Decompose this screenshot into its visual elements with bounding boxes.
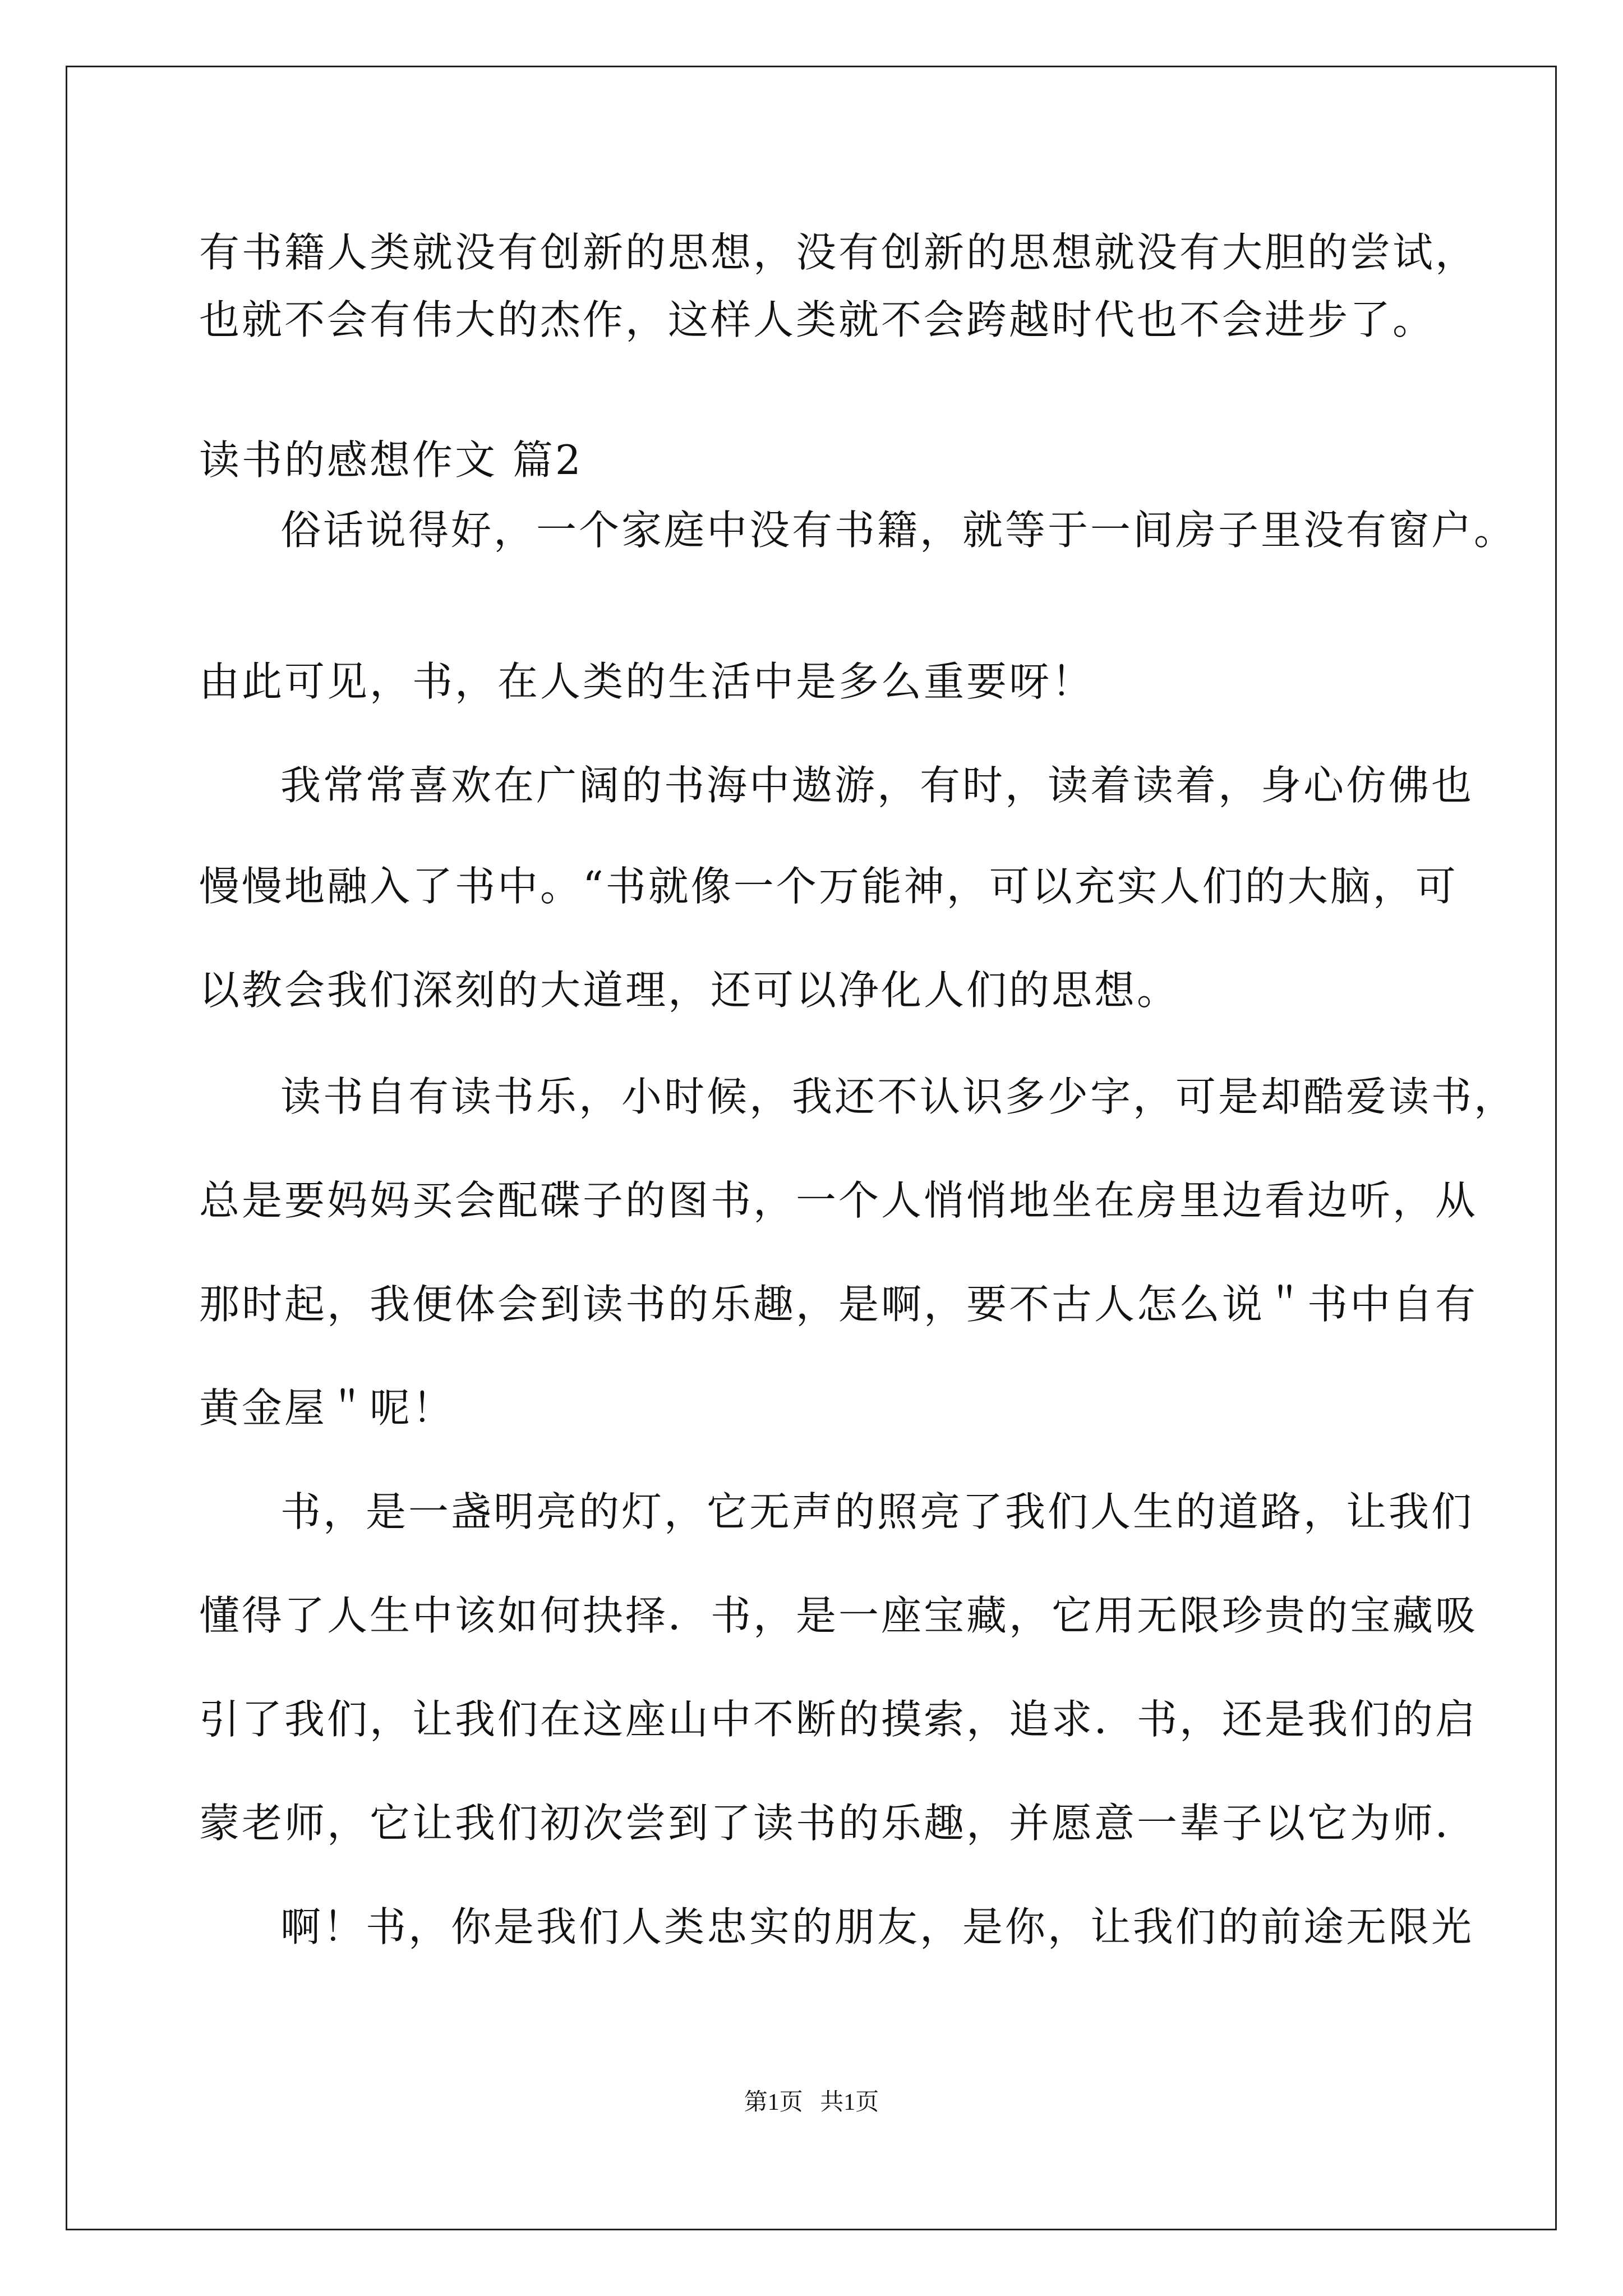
text-line: 有书籍人类就没有创新的思想，没有创新的思想就没有大胆的尝试， — [199, 229, 1478, 276]
text-line: 俗话说得好，一个家庭中没有书籍，就等于一间房子里没有窗户。 — [280, 507, 1517, 554]
text-line: 书，是一盏明亮的灯，它无声的照亮了我们人生的道路，让我们 — [280, 1488, 1474, 1535]
text-line: 蒙老师，它让我们初次尝到了读书的乐趣，并愿意一辈子以它为师． — [199, 1800, 1478, 1847]
text-line: 我常常喜欢在广阔的书海中遨游，有时，读着读着，身心仿佛也 — [280, 762, 1474, 809]
page-number-current: 第1页 — [744, 2090, 803, 2115]
text-line: 读书自有读书乐，小时候，我还不认识多少字，可是却酷爱读书， — [280, 1073, 1517, 1120]
text-line: 引了我们，让我们在这座山中不断的摸索，追求．书，还是我们的启 — [199, 1696, 1478, 1743]
section-heading: 读书的感想作文 篇2 — [199, 436, 583, 484]
text-line: 懂得了人生中该如何抉择．书，是一座宝藏，它用无限珍贵的宝藏吸 — [199, 1592, 1478, 1639]
text-line: 也就不会有伟大的杰作，这样人类就不会跨越时代也不会进步了。 — [199, 296, 1436, 343]
text-line: 以教会我们深刻的大道理，还可以净化人们的思想。 — [199, 967, 1180, 1014]
text-line: 慢慢地融入了书中。“书就像一个万能神，可以充实人们的大脑，可 — [199, 863, 1458, 910]
page-number-total: 共1页 — [820, 2090, 879, 2115]
text-line: 黄金屋＂呢！ — [199, 1384, 455, 1432]
text-line: 那时起，我便体会到读书的乐趣，是啊，要不古人怎么说＂书中自有 — [199, 1281, 1478, 1328]
text-line: 啊！书，你是我们人类忠实的朋友，是你，让我们的前途无限光 — [280, 1903, 1474, 1950]
text-line: 总是要妈妈买会配碟子的图书，一个人悄悄地坐在房里边看边听，从 — [199, 1177, 1478, 1224]
text-line: 由此可见，书，在人类的生活中是多么重要呀！ — [199, 658, 1095, 705]
page-footer — [0, 2086, 1623, 2119]
